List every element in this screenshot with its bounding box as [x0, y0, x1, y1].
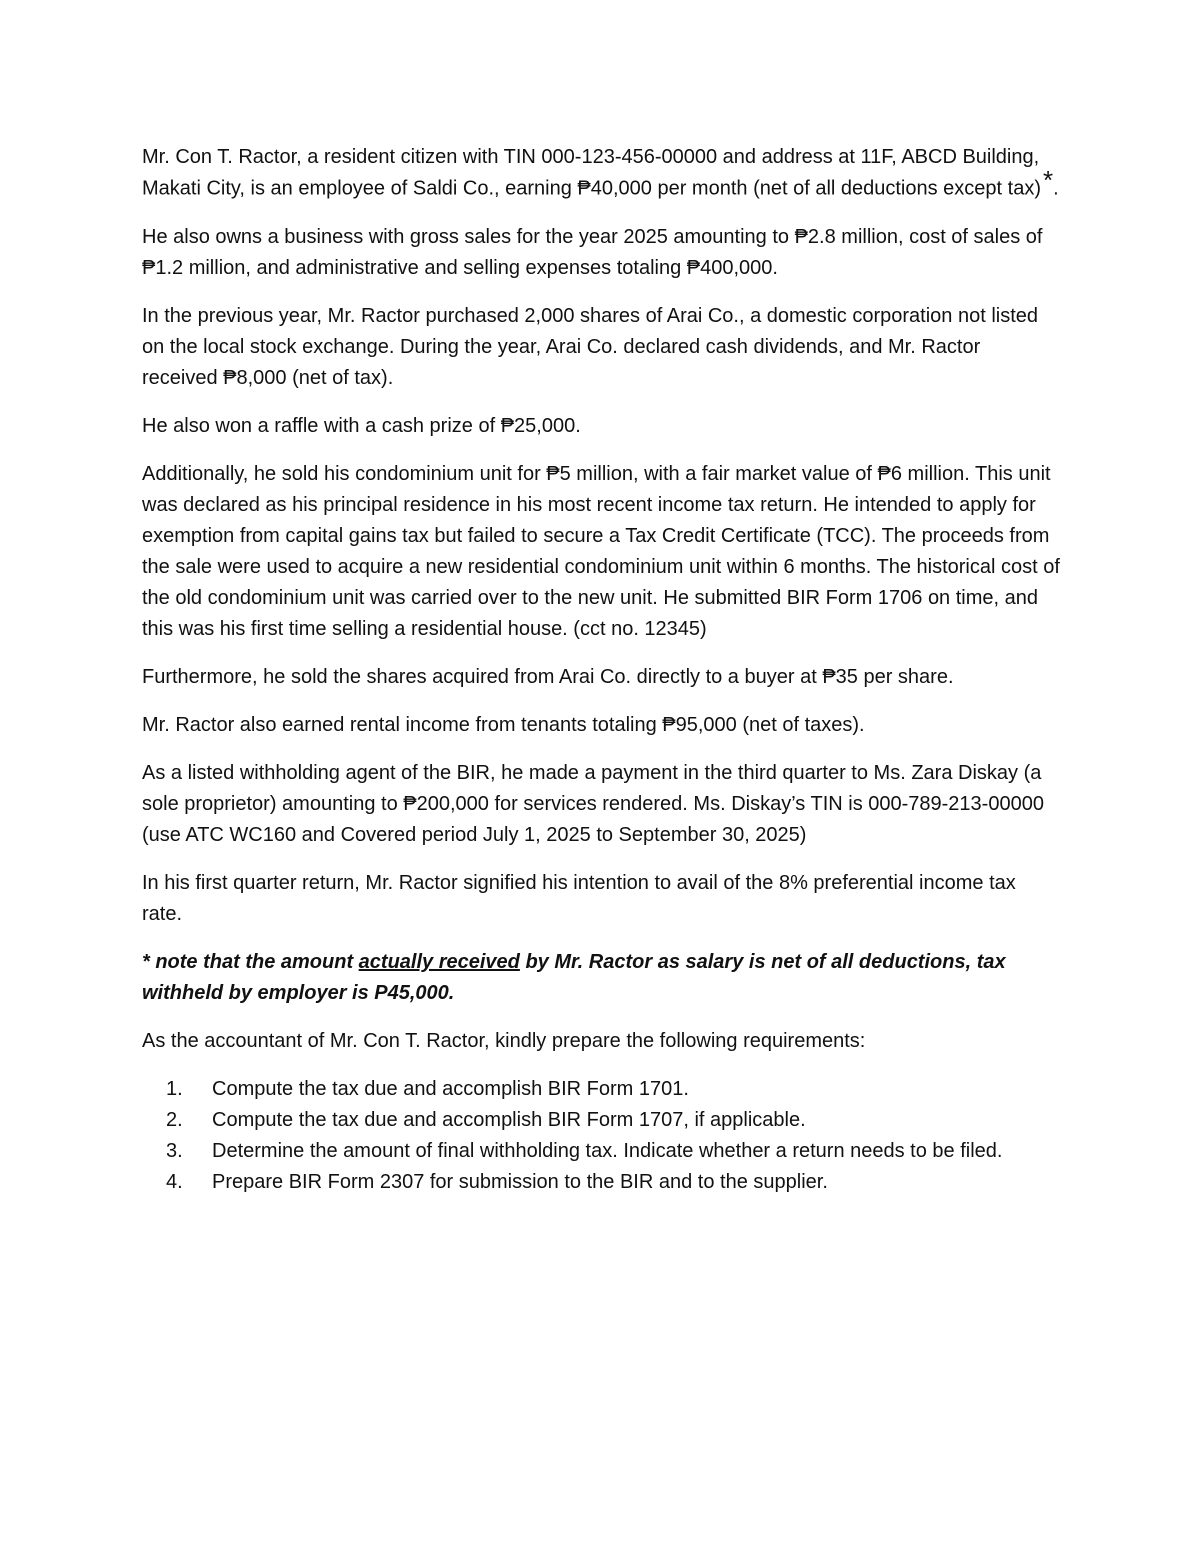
- list-item-text: Determine the amount of final withholding tax. Indicate whether a return needs to be filed.: [212, 1139, 1003, 1162]
- paragraph-instructions: As the accountant of Mr. Con T. Ractor, kindly prepare the following requirements:: [142, 1029, 866, 1052]
- paragraph-taxpayer-info: [142, 142, 1060, 205]
- paragraph-withholding-agent: As a listed withholding agent of the BIR, he made a payment in the third quarter to Ms. Zara Diskay (a sole proprietor) amounting to ₱200,000 for services rendered. Ms. Diskay’s TIN is 000-789-213-00000 (use ATC WC160 and Covered period July 1, 2025 to September 30, 2025): [142, 761, 1044, 846]
- list-item-number: 4.: [166, 1170, 183, 1193]
- note-start: * note that the amount: [142, 950, 359, 973]
- list-item: [142, 1074, 1060, 1105]
- paragraph-shares-sale: Furthermore, he sold the shares acquired from Arai Co. directly to a buyer at ₱35 per share.: [142, 665, 954, 688]
- paragraph-rental-income: Mr. Ractor also earned rental income from tenants totaling ₱95,000 (net of taxes).: [142, 713, 865, 736]
- list-item-text: Prepare BIR Form 2307 for submission to the BIR and to the supplier.: [212, 1170, 828, 1193]
- salary-note: [142, 947, 1060, 1009]
- paragraph-raffle: He also won a raffle with a cash prize of ₱25,000.: [142, 414, 581, 437]
- requirements-list: [142, 1074, 1060, 1198]
- paragraph-shares-purchase: In the previous year, Mr. Ractor purchased 2,000 shares of Arai Co., a domestic corporation not listed on the local stock exchange. During the year, Arai Co. declared cash dividends, and Mr. Ractor received ₱8,000 (net of tax).: [142, 304, 1039, 389]
- list-item: [142, 1105, 1060, 1136]
- list-item-text: Compute the tax due and accomplish BIR Form 1707, if applicable.: [212, 1108, 806, 1131]
- note-underlined-phrase: actually received: [358, 950, 520, 973]
- list-item-number: 2.: [166, 1108, 183, 1131]
- paragraph-period: .: [1053, 177, 1059, 200]
- list-item-number: 1.: [166, 1077, 183, 1100]
- paragraph-preferential-rate: In his first quarter return, Mr. Ractor signified his intention to avail of the 8% preferential income tax rate.: [142, 871, 1016, 925]
- footnote-asterisk: *: [1043, 165, 1054, 195]
- document-page: [142, 142, 1060, 1198]
- list-item-text: Compute the tax due and accomplish BIR Form 1701.: [212, 1077, 689, 1100]
- list-item: [142, 1136, 1060, 1167]
- list-item: [142, 1167, 1060, 1198]
- paragraph-condominium-sale: Additionally, he sold his condominium unit for ₱5 million, with a fair market value of ₱6 million. This unit was declared as his principal residence in his most recent income tax return. He intended to apply for exemption from capital gains tax but failed to secure a Tax Credit Certificate (TCC). The proceeds from the sale were used to acquire a new residential condominium unit within 6 months. The historical cost of the old condominium unit was carried over to the new unit. He submitted BIR Form 1706 on time, and this was his first time selling a residential house. (cct no. 12345): [142, 462, 1060, 640]
- note-end: by Mr. Ractor as salary is net of all deductions, tax withheld by employer is P45,000.: [142, 950, 1006, 1004]
- paragraph-text: Mr. Con T. Ractor, a resident citizen with TIN 000-123-456-00000 and address at 11F, ABCD Building, Makati City, is an employee of Saldi Co., earning ₱40,000 per month (net of all deductions except tax): [142, 146, 1042, 200]
- list-item-number: 3.: [166, 1139, 183, 1162]
- paragraph-business: He also owns a business with gross sales for the year 2025 amounting to ₱2.8 million, cost of sales of ₱1.2 million, and administrative and selling expenses totaling ₱400,000.: [142, 225, 1043, 279]
